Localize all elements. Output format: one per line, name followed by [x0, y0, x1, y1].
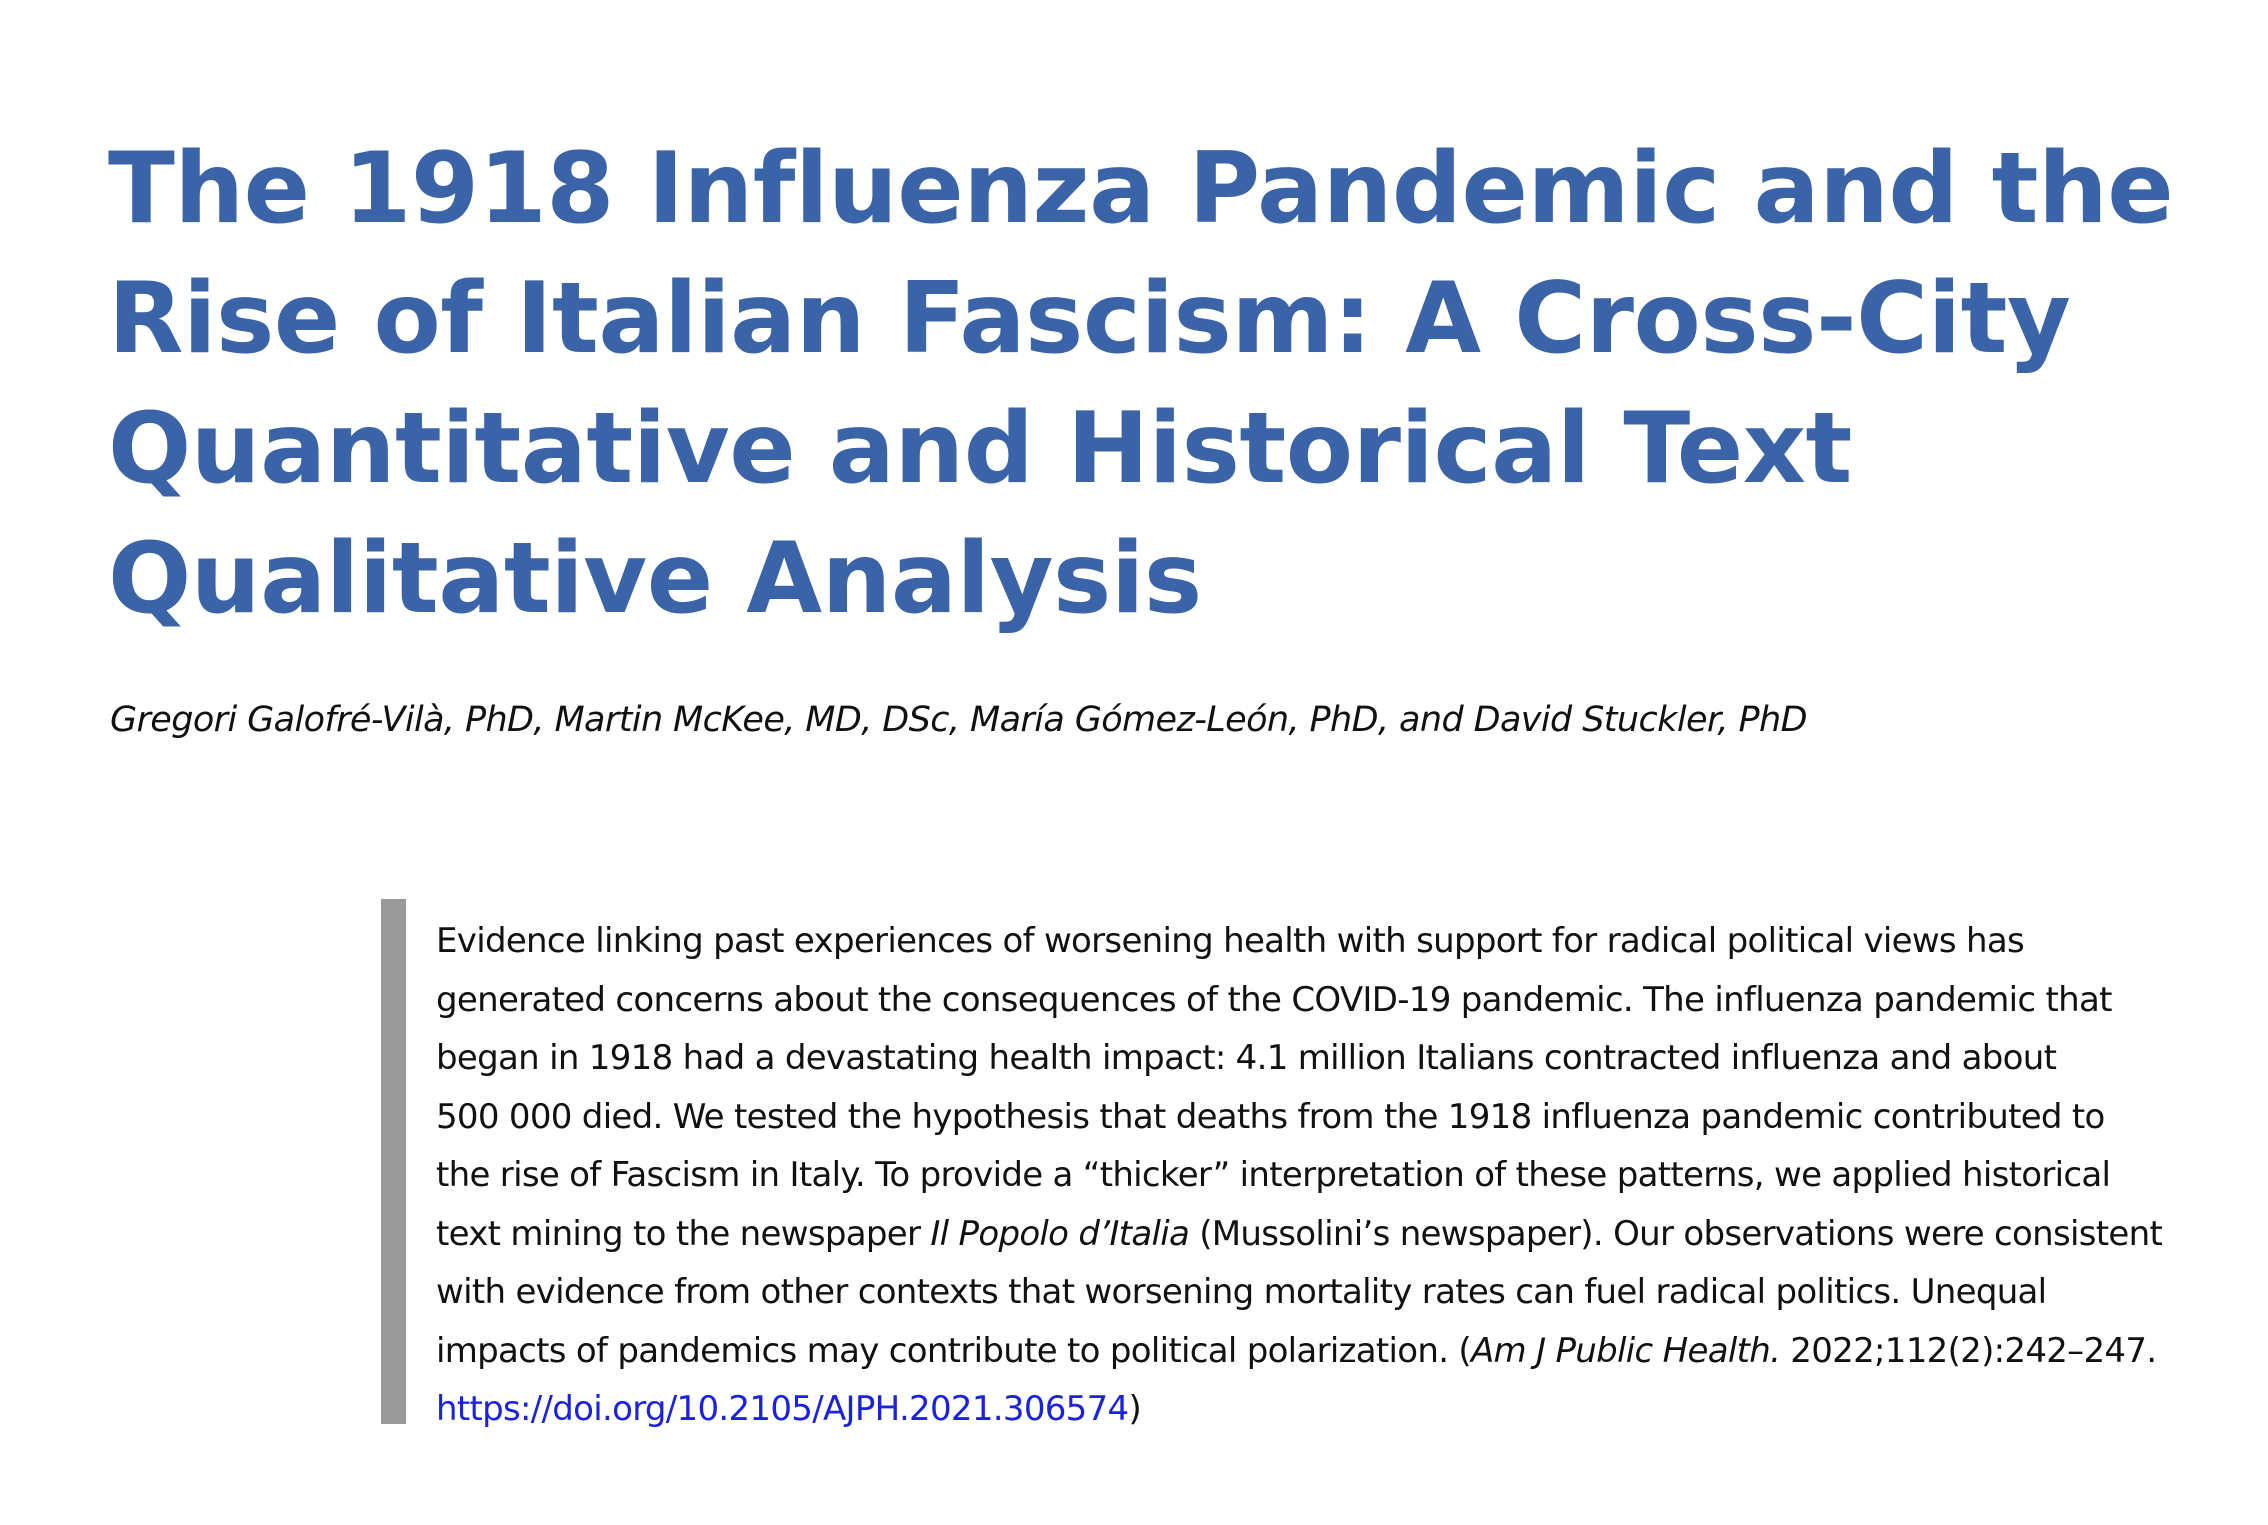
abstract-line-7: with evidence from other contexts that worsening mortality rates can fuel radical politics. Unequal [436, 1272, 2047, 1312]
author-list: Gregori Galofré-Vilà, PhD, Martin McKee, MD, DSc, María Gómez-León, PhD, and David Stuckler, PhD [110, 700, 1807, 740]
abstract-line-5: the rise of Fascism in Italy. To provide a “thicker” interpretation of these patterns, we applied historical [436, 1155, 2111, 1195]
abstract-line-6-text-start: text mining to the newspaper [436, 1213, 931, 1254]
abstract [436, 912, 2246, 1439]
citation-details: 2022;112(2):242–247. [1780, 1330, 2157, 1371]
abstract-line-3: began in 1918 had a devastating health impact: 4.1 million Italians contracted influenza and about [436, 1038, 2057, 1078]
newspaper-title: Il Popolo d’Italia [930, 1213, 1190, 1254]
abstract-line-8-text-start: impacts of pandemics may contribute to political polarization. ( [436, 1330, 1471, 1371]
abstract-line-6-text-end: (Mussolini’s newspaper). Our observations were consistent [1189, 1213, 2163, 1254]
abstract-accent-bar [381, 899, 406, 1424]
title-line-4: Qualitative Analysis [108, 522, 1202, 636]
closing-parenthesis: ) [1128, 1389, 1142, 1429]
title-line-3: Quantitative and Historical Text [108, 392, 1852, 506]
journal-name: Am J Public Health. [1470, 1330, 1781, 1371]
abstract-line-4: 500 000 died. We tested the hypothesis that deaths from the 1918 influenza pandemic contributed to [436, 1096, 2105, 1137]
abstract-line-1: Evidence linking past experiences of worsening health with support for radical political views has [436, 921, 2025, 961]
title-line-2: Rise of Italian Fascism: A Cross-City [108, 262, 2071, 376]
article-title [108, 124, 2188, 644]
title-line-1: The 1918 Influenza Pandemic and the [108, 132, 2174, 246]
abstract-line-9 [436, 1380, 2246, 1439]
abstract-line-6 [436, 1205, 2246, 1264]
doi-link[interactable]: https://doi.org/10.2105/AJPH.2021.306574 [436, 1389, 1129, 1429]
abstract-line-8 [436, 1322, 2246, 1381]
abstract-line-2: generated concerns about the consequences of the COVID-19 pandemic. The influenza pandemic that [436, 979, 2112, 1020]
